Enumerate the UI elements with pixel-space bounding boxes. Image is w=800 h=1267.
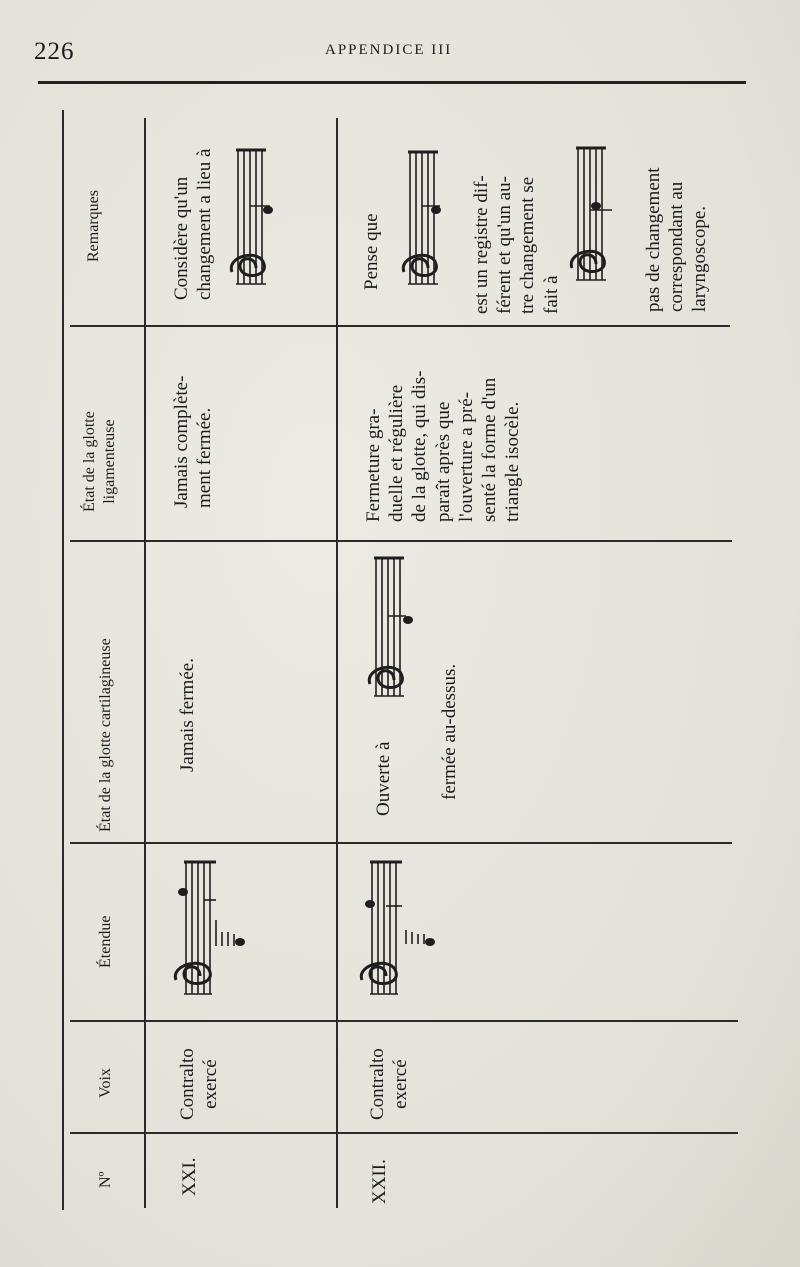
row2-ligamenteuse bbox=[362, 371, 524, 522]
row1-voix-line2: exercé bbox=[200, 1059, 222, 1109]
row2-remarques-end bbox=[642, 167, 712, 312]
row2-ligamenteuse-line6: senté la forme d'un bbox=[478, 377, 500, 522]
row1-voix bbox=[176, 1048, 222, 1120]
row1-ligamenteuse-line2: ment fermée. bbox=[194, 407, 216, 508]
column-rule bbox=[70, 1020, 738, 1022]
row2-remarques-end-line2: correspondant au bbox=[666, 181, 688, 312]
row2-remarques-staff-icon-1 bbox=[400, 150, 456, 290]
row1-remarques-staff-icon bbox=[230, 148, 280, 288]
row1-ligamenteuse bbox=[170, 376, 216, 508]
row2-remarques-end-line3: laryngoscope. bbox=[689, 205, 711, 312]
table-left-border bbox=[62, 110, 64, 1210]
col-header-ligamenteuse-line2: ligamenteuse bbox=[100, 419, 118, 504]
col-header-no: Nº bbox=[97, 1171, 114, 1188]
row2-ligamenteuse-line5: l'ouverture a pré- bbox=[455, 391, 477, 522]
row2-remarques-intro: Pense que bbox=[361, 213, 382, 290]
row1-remarques-line2: changement a lieu à bbox=[194, 148, 216, 300]
row2-ligamenteuse-line4: paraît après que bbox=[432, 401, 454, 522]
row2-remarques-staff-icon-2 bbox=[568, 146, 624, 286]
row2-remarques-end-line1: pas de changement bbox=[643, 167, 664, 312]
row2-range-staff-icon bbox=[356, 860, 446, 1000]
column-rule bbox=[70, 842, 732, 844]
column-rule bbox=[70, 325, 730, 327]
col-header-etendue: Étendue bbox=[97, 915, 114, 968]
row2-cartilagineuse-after: fermée au-dessus. bbox=[439, 663, 460, 800]
page-number: 226 bbox=[34, 38, 75, 65]
col-header-ligamenteuse bbox=[80, 411, 119, 512]
row2-voix-line1: Contralto bbox=[367, 1048, 388, 1120]
row2-remarques-mid-line3: tre changement se bbox=[517, 176, 539, 314]
row2-cartilagineuse-before: Ouverte à bbox=[373, 741, 394, 816]
column-rule bbox=[70, 540, 732, 542]
col-header-cartilagineuse: État de la glotte cartilagineuse bbox=[97, 638, 114, 832]
row1-remarques bbox=[170, 149, 216, 300]
column-rule bbox=[70, 1132, 738, 1134]
header-rule-vertical bbox=[144, 118, 146, 1208]
row2-ligamenteuse-line3: de la glotte, qui dis- bbox=[409, 370, 431, 522]
row-separator bbox=[336, 118, 338, 1208]
row2-ligamenteuse-line7: triangle isocèle. bbox=[502, 401, 524, 522]
row2-cartilagineuse-staff-icon bbox=[366, 556, 422, 702]
row1-voix-line1: Contralto bbox=[177, 1048, 198, 1120]
row1-number: XXI. bbox=[179, 1157, 200, 1196]
col-header-voix: Voix bbox=[97, 1068, 114, 1098]
row2-remarques-mid-line4: fait à bbox=[540, 275, 562, 314]
col-header-remarques: Remarques bbox=[85, 190, 102, 262]
row2-number: XXII. bbox=[369, 1159, 390, 1204]
running-title: APPENDICE III bbox=[325, 42, 453, 58]
row1-ligamenteuse-line1: Jamais complète- bbox=[171, 375, 192, 508]
col-header-ligamenteuse-line1: État de la glotte bbox=[81, 411, 98, 512]
row2-remarques-mid-line2: férent et qu'un au- bbox=[494, 176, 516, 314]
row2-ligamenteuse-line2: duelle et régulière bbox=[386, 384, 408, 522]
row2-ligamenteuse-line1: Fermeture gra- bbox=[363, 408, 384, 522]
row2-remarques-mid-line1: est un registre dif- bbox=[471, 175, 492, 314]
row1-cartilagineuse: Jamais fermée. bbox=[177, 658, 198, 772]
row2-remarques-middle bbox=[470, 175, 563, 314]
row1-range-staff-icon bbox=[170, 860, 250, 1000]
row2-voix-line2: exercé bbox=[390, 1059, 412, 1109]
row2-voix bbox=[366, 1048, 412, 1120]
row1-remarques-line1: Considère qu'un bbox=[171, 176, 192, 300]
